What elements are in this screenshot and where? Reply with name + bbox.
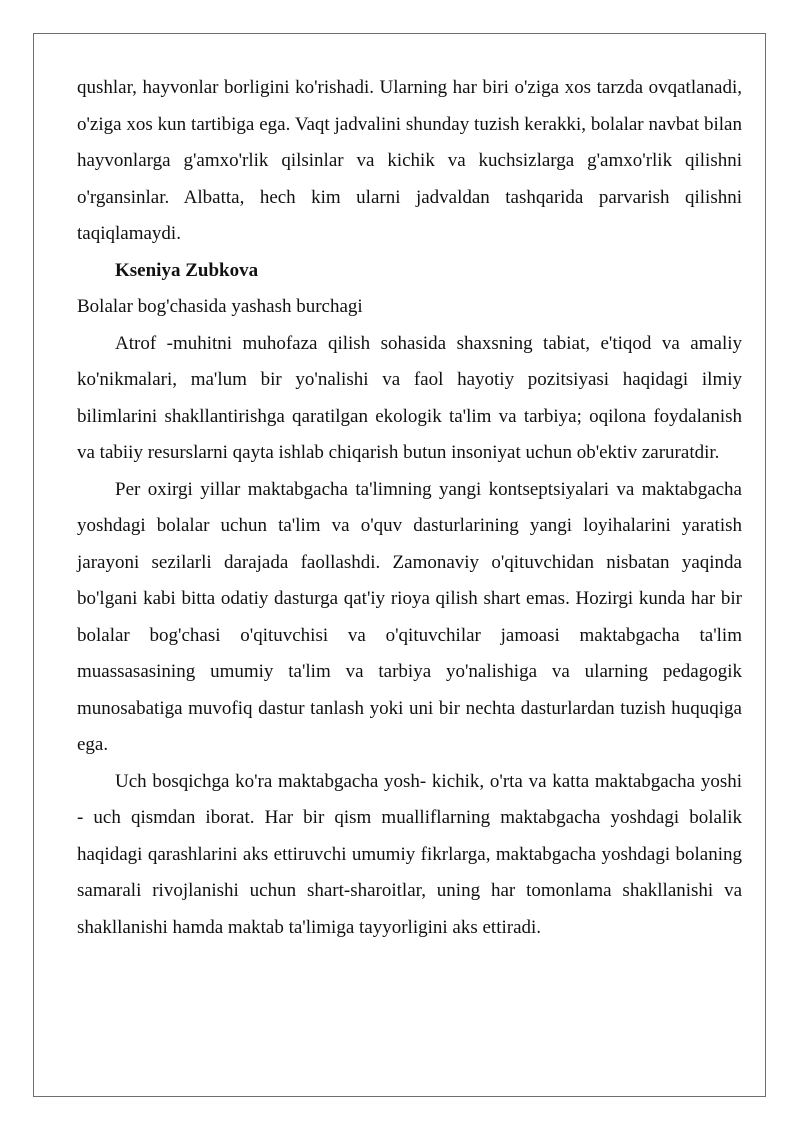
author-name: Kseniya Zubkova [115,259,259,281]
document-body [77,70,742,946]
paragraph-programs: Per oxirgi yillar maktabgacha ta'limning yangi kontseptsiyalari va maktabgacha yoshdagi bolalar uchun ta'lim va o'quv dasturlarining yangi loyihalarini yaratish jarayoni sezilarli darajada faollashdi. Zamonaviy o'qituvchidan nisbatan yaqinda bo'lgani kabi bitta odatiy dasturga qat'iy rioya qilish shart emas. Hozirgi kunda har bir bolalar bog'chasi o'qituvchisi va o'qituvchilar jamoasi maktabgacha ta'lim muassasasining umumiy ta'lim va tarbiya yo'nalishiga va ularning pedagogik munosabatiga muvofiq dastur tanlash yoki uni bir nechta dasturlardan tuzish huquqiga ega. [77,478,742,755]
paragraph-ecology: Atrof -muhitni muhofaza qilish sohasida shaxsning tabiat, e'tiqod va amaliy ko'nikmalari, ma'lum bir yo'nalishi va faol hayotiy pozitsiyasi haqidagi ilmiy bilimlarini shakllantirishga qaratilgan ekologik ta'lim va tarbiya; oqilona foydalanish va tabiiy resurslarni qayta ishlab chiqarish butun insoniyat uchun ob'ektiv zaruratdir. [77,332,742,463]
paragraph-continued: qushlar, hayvonlar borligini ko'rishadi. Ularning har biri o'ziga xos tarzda ovqatlanadi, o'ziga xos kun tartibiga ega. Vaqt jadvalini shunday tuzish kerakki, bolalar navbat bilan hayvonlarga g'amxo'rlik qilsinlar va kichik va kuchsizlarga g'amxo'rlik qilishni o'rgansinlar. Albatta, hech kim ularni jadvaldan tashqarida parvarish qilishni taqiqlamaydi. [77,77,742,244]
section-heading: Bolalar bog'chasida yashash burchagi [77,296,363,317]
paragraph-stages: Uch bosqichga ko'ra maktabgacha yosh- kichik, o'rta va katta maktabgacha yoshi - uch qismdan iborat. Har bir qism mualliflarning maktabgacha yoshdagi bolalik haqidagi qarashlarini aks ettiruvchi umumiy fikrlarga, maktabgacha yoshdagi bolaning samarali rivojlanishi uchun shart-sharoitlar, uning har tomonlama shakllanishi va shakllanishi hamda maktab ta'limiga tayyorligini aks ettiradi. [77,770,742,938]
